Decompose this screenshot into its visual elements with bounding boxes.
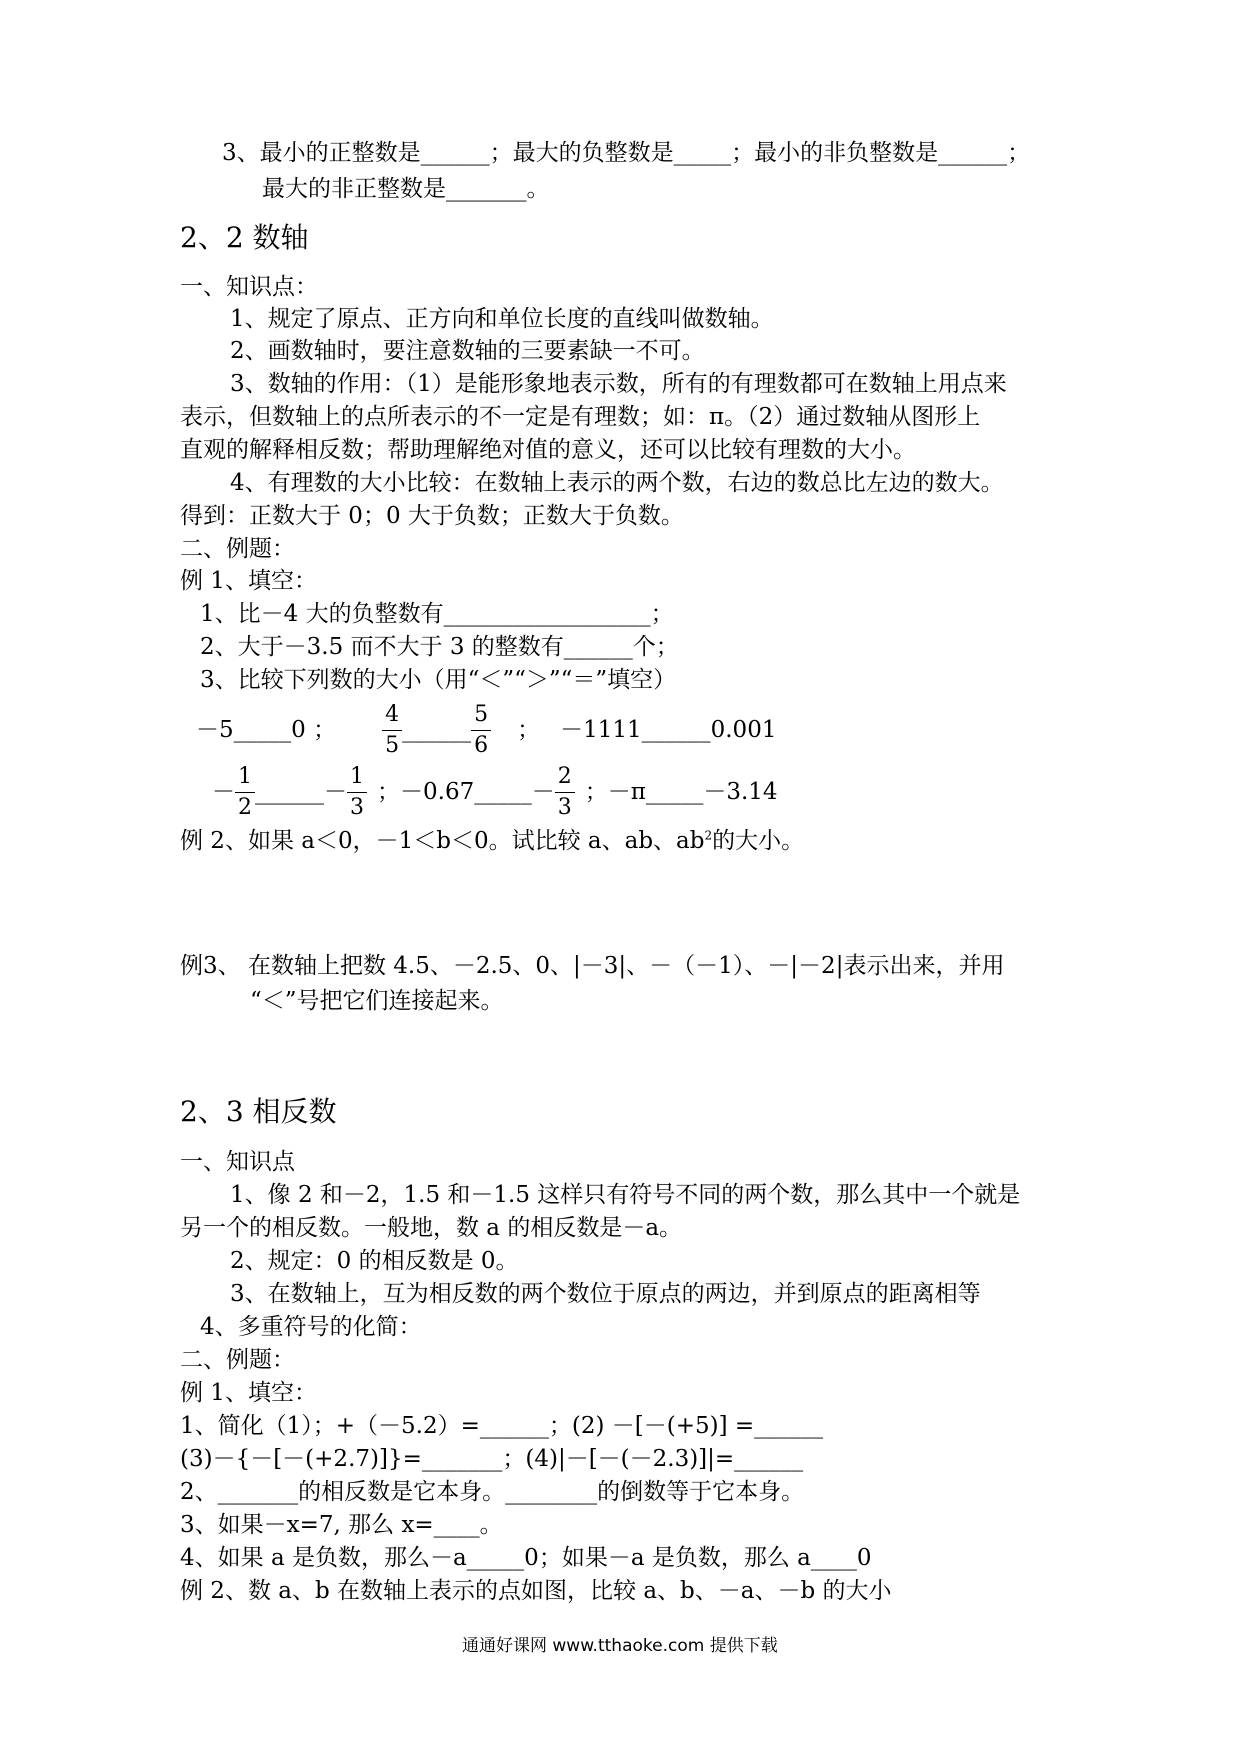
- section-title-2-3: 2、3 相反数: [180, 1095, 337, 1128]
- example-2-exponent: 2: [704, 828, 713, 843]
- fraction-numerator: 1: [350, 764, 364, 790]
- compare-separator: ；: [517, 716, 541, 743]
- fraction-5-6: [471, 702, 491, 758]
- fraction-denominator: 2: [235, 792, 255, 820]
- knowledge-heading-2-3: 一、知识点: [180, 1149, 295, 1175]
- example-3-line2: “＜”号把它们连接起来。: [250, 988, 504, 1014]
- knowledge-point-4-line1: 4、有理数的大小比较：在数轴上表示的两个数，右边的数总比左边的数大。: [230, 470, 1004, 496]
- simplify-q1b: (3)－{－[－(+2.7)]}=_______；(4)|－[－(－2.3)]|=______: [180, 1446, 804, 1472]
- fraction-numerator: 2: [557, 764, 572, 790]
- compare-row-1: [196, 700, 776, 760]
- example-1-q2: 2、大于－3.5 而不大于 3 的整数有______个；: [200, 634, 679, 660]
- compare-1b-blank: ______: [402, 716, 472, 743]
- fraction-1-3: [347, 764, 367, 820]
- fraction-2-3: [555, 764, 575, 820]
- compare-1c: －1111______0.001: [560, 716, 777, 743]
- page-footer: 通通好课网 www.tthaoke.com 提供下载: [462, 1636, 778, 1656]
- fraction-numerator: 5: [474, 702, 489, 728]
- compare-2-blank: ______－: [255, 778, 347, 805]
- compare-row-2: [212, 760, 778, 824]
- opposite-k4: 4、多重符号的化简：: [200, 1314, 422, 1340]
- knowledge-point-4-line2: 得到：正数大于 0；0 大于负数；正数大于负数。: [180, 503, 684, 529]
- opposite-k1-line2: 另一个的相反数。一般地，数 a 的相反数是－a。: [180, 1215, 683, 1241]
- examples-heading: 二、例题：: [180, 536, 295, 562]
- example-1-q3: 3、比较下列数的大小（用“＜”“＞”“＝”填空）: [200, 667, 677, 693]
- knowledge-heading: 一、知识点：: [180, 274, 318, 300]
- fraction-numerator: 4: [385, 702, 400, 728]
- opposite-k1-line1: 1、像 2 和－2，1.5 和－1.5 这样只有符号不同的两个数，那么其中一个就是: [230, 1182, 1021, 1208]
- fraction-1-2: [235, 764, 255, 820]
- example-2-prefix: 例 2、如果 a＜0，－1＜b＜0。试比较 a、ab、ab: [180, 828, 705, 854]
- fraction-denominator: 3: [555, 792, 575, 820]
- opposite-k2: 2、规定：0 的相反数是 0。: [230, 1248, 519, 1274]
- opposite-example-2: 例 2、数 a、b 在数轴上表示的点如图，比较 a、b、－a、－b 的大小: [180, 1578, 892, 1604]
- knowledge-point-1: 1、规定了原点、正方向和单位长度的直线叫做数轴。: [230, 306, 774, 332]
- example-1-q1: 1、比－4 大的负整数有__________________；: [200, 601, 674, 627]
- example-1-heading: 例 1、填空：: [180, 568, 317, 594]
- compare-2-end: ；－π_____－3.14: [584, 778, 778, 805]
- simplify-q1: 1、简化（1）；+（－5.2）=______；(2) －[－(+5)] =______: [180, 1413, 824, 1439]
- fraction-denominator: 6: [471, 730, 491, 758]
- compare-1a: －5_____0 ；: [196, 716, 337, 743]
- fraction-4-5: [382, 702, 402, 758]
- fraction-denominator: 3: [347, 792, 367, 820]
- fraction-numerator: 1: [238, 764, 252, 790]
- knowledge-point-3-line1: 3、数轴的作用：（1）是能形象地表示数，所有的有理数都可在数轴上用点来: [230, 371, 1007, 397]
- knowledge-point-3-line2: 表示，但数轴上的点所表示的不一定是有理数；如：π。（2）通过数轴从图形上: [180, 404, 981, 430]
- opposite-k3: 3、在数轴上，互为相反数的两个数位于原点的两边，并到原点的距离相等: [230, 1281, 981, 1307]
- opposite-q2: 2、_______的相反数是它本身。________的倒数等于它本身。: [180, 1479, 805, 1505]
- section-title-2-2: 2、2 数轴: [180, 221, 309, 254]
- example-2: [180, 830, 804, 853]
- example-3-line1: 例3、 在数轴上把数 4.5、－2.5、0、|－3|、－（－1）、－|－2|表示出来，并用: [180, 953, 1005, 979]
- example-1-heading-2-3: 例 1、填空：: [180, 1380, 317, 1406]
- q3-line1: 3、最小的正整数是______；最大的负整数是_____；最小的非负整数是______；: [222, 140, 1031, 166]
- opposite-q4: 4、如果 a 是负数，那么－a_____0；如果－a 是负数，那么 a____0: [180, 1545, 872, 1571]
- knowledge-point-3-line3: 直观的解释相反数；帮助理解绝对值的意义，还可以比较有理数的大小。: [180, 437, 916, 463]
- compare-2-minus: －: [212, 778, 235, 805]
- fraction-denominator: 5: [382, 730, 402, 758]
- q3-line2: 最大的非正整数是_______。: [262, 176, 550, 202]
- opposite-q3: 3、如果－x=7, 那么 x=____。: [180, 1512, 503, 1538]
- compare-2-mid: ；－0.67_____－: [377, 778, 555, 805]
- example-2-suffix: 的大小。: [712, 828, 805, 854]
- examples-heading-2-3: 二、例题：: [180, 1347, 295, 1373]
- knowledge-point-2: 2、画数轴时，要注意数轴的三要素缺一不可。: [230, 338, 705, 364]
